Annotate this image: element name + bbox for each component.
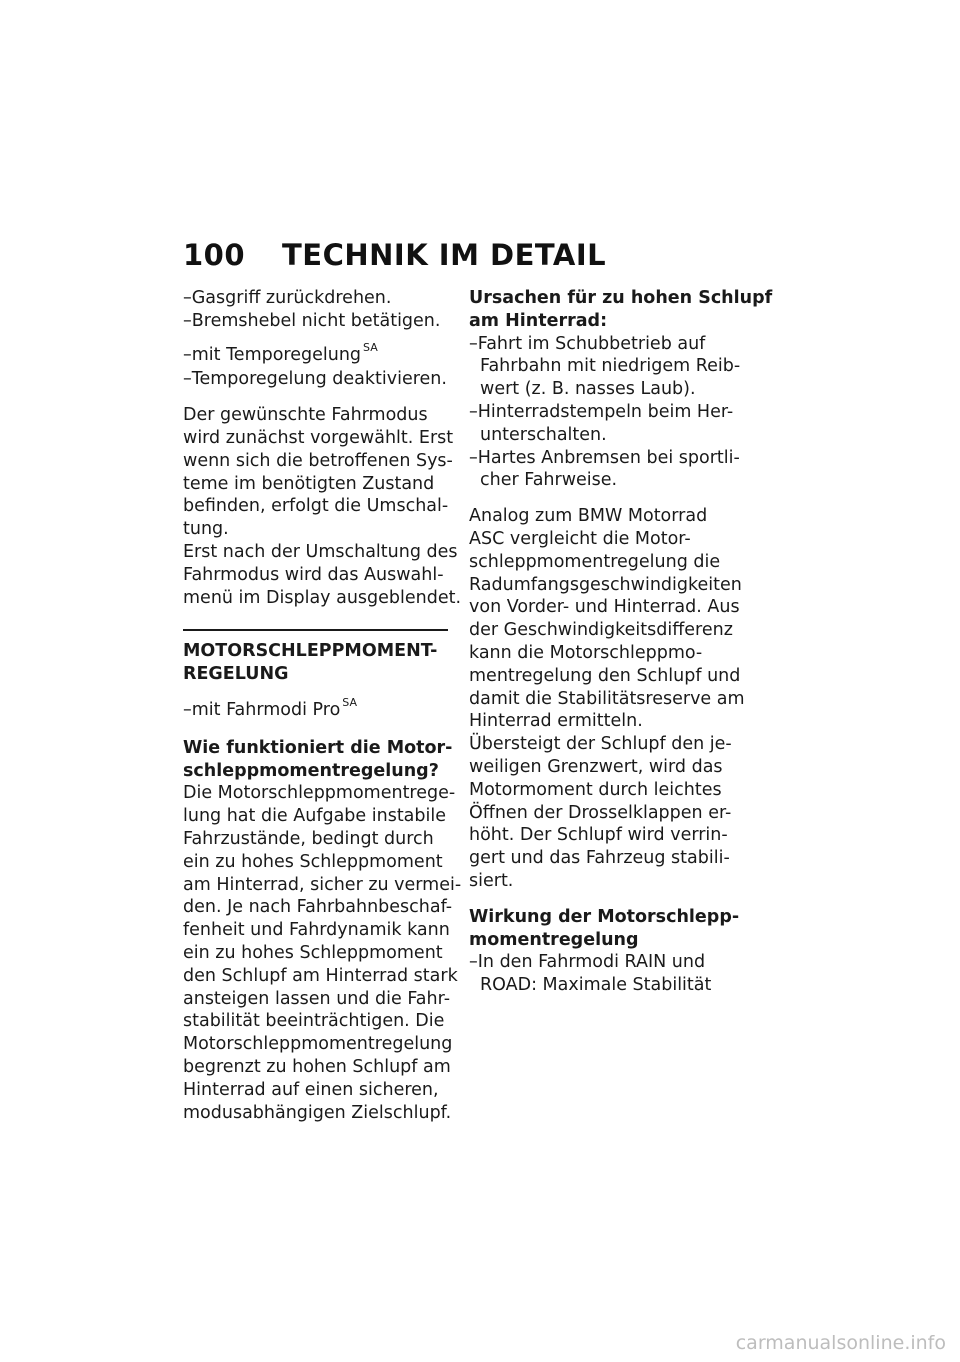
watermark: carmanualsonline.info xyxy=(735,1332,946,1354)
question-heading: Wie funktioniert die Motor- schleppmomentregelung? xyxy=(183,737,453,781)
paragraph: Übersteigt der Schlupf den je- weiligen Grenzwert, wird das Motormoment durch leichtes Öffnen der Drosselklappen er- höht. Der Schlupf wird verrin- gert und das Fahrzeug stabili- siert. xyxy=(469,734,732,891)
step-item: –Bremshebel nicht betätigen. xyxy=(183,310,441,331)
list-item: –Hartes Anbremsen bei sportli- cher Fahrweise. xyxy=(469,447,740,491)
section-divider xyxy=(183,629,448,631)
list-item: –Fahrt im Schubbetrieb auf Fahrbahn mit niedrigem Reib- wert (z. B. nasses Laub). xyxy=(469,333,741,400)
chapter-title: TECHNIK IM DETAIL xyxy=(282,238,607,272)
page-header xyxy=(183,238,606,272)
page-number: 100 xyxy=(183,238,246,272)
option-note: –mit Fahrmodi Pro $^{SA}$ xyxy=(183,695,358,720)
right-column xyxy=(469,287,773,997)
paragraph: Die Motorschleppmomentrege- lung hat die Aufgabe instabile Fahrzustände, bedingt durch ein zu hohes Schleppmoment am Hinterrad, sicher zu vermei- den. Je nach Fahrbahnbeschaf- fenheit und Fahrdynamik kann ein zu hohes Schleppmoment den Schlupf am Hinterrad stark ansteigen lassen und die Fahr- stabilität beeinträchtigen. Die Motorschleppmomentregelung begrenzt zu hohen Schlupf am Hinterrad auf einen sicheren, modusabhängigen Zielschlupf. xyxy=(183,783,462,1123)
paragraph: Analog zum BMW Motorrad ASC vergleicht die Motor- schleppmomentregelung die Radumfangsgeschwindigkeiten von Vorder- und Hinterrad. Aus der Geschwindigkeitsdifferenz kann die Motorschleppmo- mentregelung den Schlupf und damit die Stabilitätsreserve am Hinterrad ermitteln. xyxy=(469,506,745,732)
causes-heading: Ursachen für zu hohen Schlupf am Hinterrad: xyxy=(469,288,773,331)
section-title: MOTORSCHLEPPMOMENT- REGELUNG xyxy=(183,641,438,685)
paragraph: Erst nach der Umschaltung des Fahrmodus wird das Auswahl- menü im Display ausgeblendet. xyxy=(183,541,462,608)
sa-marker: SA xyxy=(342,695,358,709)
left-column xyxy=(183,287,462,1124)
effect-heading: Wirkung der Motorschlepp- momentregelung xyxy=(469,906,740,950)
sa-marker: SA xyxy=(363,340,378,354)
list-item: –In den Fahrmodi RAIN und ROAD: Maximale Stabilität xyxy=(469,952,712,996)
step-item: –Temporegelung deaktivieren. xyxy=(183,369,447,390)
paragraph: Der gewünschte Fahrmodus wird zunächst vorgewählt. Erst wenn sich die betroffenen Sys- teme im benötigten Zustand befinden, erfolgt die Umschal- tung. xyxy=(183,405,454,540)
list-item: –Hinterradstempeln beim Her- unterschalten. xyxy=(469,401,734,445)
option-note: –mit Temporegelung $^{SA}$ xyxy=(183,340,378,365)
step-item: –Gasgriff zurückdrehen. xyxy=(183,288,392,308)
